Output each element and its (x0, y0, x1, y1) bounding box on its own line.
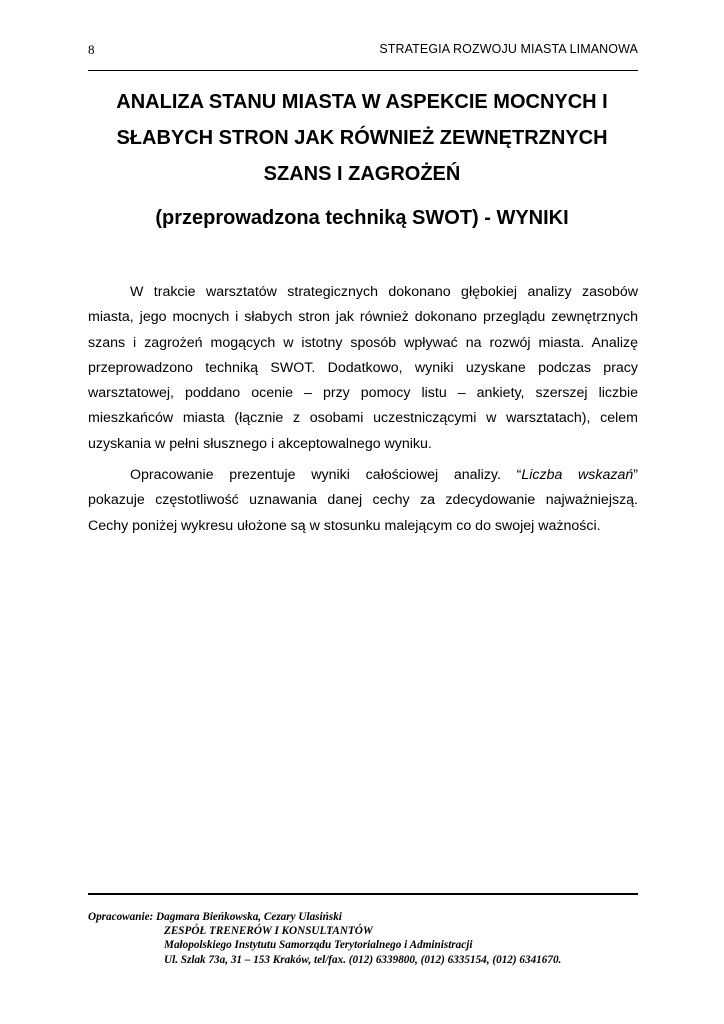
running-title: STRATEGIA ROZWOJU MIASTA LIMANOWA (379, 42, 638, 56)
paragraph-line: Cechy poniżej wykresu ułożone są w stosunku malejącym co do swojej ważności. (88, 517, 601, 534)
footer-address-line: Ul. Szlak 73a, 31 – 153 Kraków, tel/fax. (012) 6339800, (012) 6335154, (012) 6341670. (164, 953, 562, 966)
paragraph-line (88, 463, 638, 488)
paragraph-line: pokazuje częstotliwość uznawania danej cechy za zdecydowanie najważniejszą. (88, 492, 638, 509)
page-number: 8 (88, 42, 95, 57)
paragraph-line: warsztatowej, poddano ocenie – przy pomocy listu – ankiety, szerszej liczbie (88, 385, 638, 402)
document-title (80, 84, 644, 192)
emphasis-liczba-wskazan: Liczba wskazań (521, 467, 634, 484)
page-header (88, 42, 638, 60)
title-line-1: ANALIZA STANU MIASTA W ASPEKCIE MOCNYCH I (116, 91, 608, 113)
paragraph-line: przeprowadzono techniką SWOT. Dodatkowo, wyniki uzyskane podczas pracy (88, 359, 638, 376)
paragraph-1 (88, 280, 638, 457)
paragraph-line: mieszkańców miasta (łącznie z osobami uczestniczącymi w warsztatach), celem (88, 410, 638, 427)
header-divider (88, 70, 638, 71)
page-footer (88, 910, 561, 967)
paragraph-2-text: Opracowanie prezentuje wyniki całościowej analizy. “ (130, 467, 522, 484)
footer-author-line: Opracowanie: Dagmara Bieńkowska, Cezary Ulasiński (88, 911, 342, 923)
paragraph-line: szans i zagrożeń mogących w istotny sposób wpływać na rozwój miasta. Analizę (88, 334, 638, 351)
paragraph-2 (88, 463, 638, 539)
footer-divider (88, 893, 638, 895)
body-text (88, 280, 638, 545)
title-line-3: SZANS I ZAGROŻEŃ (263, 163, 461, 185)
footer-institute-line: Małopolskiego Instytutu Samorządu Terytorialnego i Administracji (164, 939, 473, 952)
paragraph-line: W trakcie warsztatów strategicznych dokonano głębokiej analizy zasobów (130, 284, 638, 300)
paragraph-line: uzyskania w pełni słusznego i akceptowalnego wyniku. (88, 435, 432, 452)
title-line-2: SŁABYCH STRON JAK RÓWNIEŻ ZEWNĘTRZNYCH (116, 127, 608, 149)
paragraph-line: miasta, jego mocnych i słabych stron jak również dokonano przeglądu zewnętrznych (88, 309, 638, 326)
footer-team-line: ZESPÓŁ TRENERÓW I KONSULTANTÓW (164, 925, 373, 938)
document-subtitle: (przeprowadzona techniką SWOT) - WYNIKI (155, 207, 569, 229)
closing-quote: ” (633, 467, 638, 484)
